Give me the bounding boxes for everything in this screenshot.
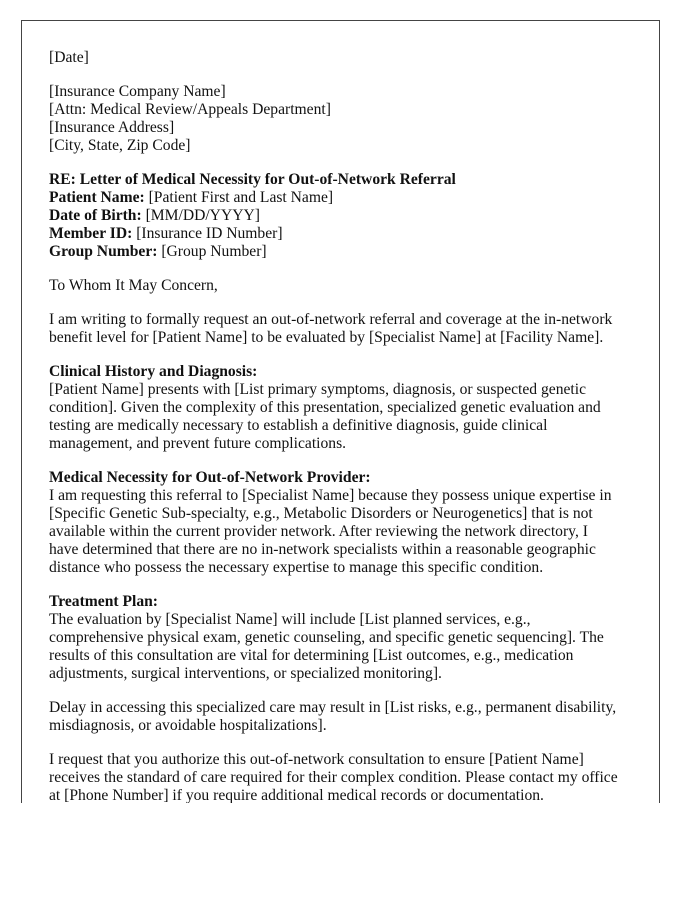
text-line: have determined that there are no in-network specialists within a reasonable geographic [49,541,596,558]
letter-page [21,20,660,803]
dob-row [49,207,649,225]
section-heading: Medical Necessity for Out-of-Network Provider: [49,469,371,486]
value: [MM/DD/YYYY] [141,207,260,224]
label: Patient Name: [49,189,145,206]
text-line: management, and prevent future complications. [49,435,347,452]
label: Group Number: [49,243,158,260]
date-text: [Date] [49,49,89,66]
letter-body [49,49,649,803]
value: [Insurance ID Number] [132,225,283,242]
text-line: The evaluation by [Specialist Name] will include [List planned services, e.g., [49,611,531,628]
request-paragraph [49,751,649,803]
recipient-line: [Insurance Company Name] [49,83,226,100]
text-line: at [Phone Number] if you require additional medical records or documentation. [49,787,544,803]
text-line: adjustments, surgical interventions, or specialized monitoring]. [49,665,442,682]
delay-paragraph [49,699,649,735]
text-line: I am requesting this referral to [Specialist Name] because they possess unique expertise in [49,487,612,504]
text-line: [Patient Name] presents with [List primary symptoms, diagnosis, or suspected genetic [49,381,587,398]
recipient-address [49,83,649,155]
group-number-row [49,243,649,261]
text-line: I request that you authorize this out-of-network consultation to ensure [Patient Name] [49,751,584,768]
salutation [49,277,649,295]
recipient-line: [Attn: Medical Review/Appeals Department] [49,101,331,118]
text-line: available within the current provider network. After reviewing the network directory, I [49,523,588,540]
text-line: condition]. Given the complexity of this presentation, specialized genetic evaluation and [49,399,601,416]
recipient-line: [City, State, Zip Code] [49,137,191,154]
treatment-plan-section [49,593,649,683]
section-heading: Clinical History and Diagnosis: [49,363,258,380]
date [49,49,649,67]
text-line: testing are medically necessary to establish a definitive diagnosis, guide clinical [49,417,548,434]
value: [Patient First and Last Name] [144,189,334,206]
value: [Group Number] [157,243,267,260]
text-line: receives the standard of care required for their complex condition. Please contact my office [49,769,618,786]
text-line: Delay in accessing this specialized care may result in [List risks, e.g., permanent disability, [49,699,617,716]
text-line: [Specific Genetic Sub-specialty, e.g., Metabolic Disorders or Neurogenetics] that is not [49,505,593,522]
recipient-line: [Insurance Address] [49,119,175,136]
text-line: benefit level for [Patient Name] to be evaluated by [Specialist Name] at [Facility Name]. [49,329,604,346]
intro-paragraph [49,311,649,347]
label: Date of Birth: [49,207,142,224]
patient-info-block [49,171,649,261]
medical-necessity-section [49,469,649,577]
member-id-row [49,225,649,243]
salutation-text: To Whom It May Concern, [49,277,218,294]
text-line: I am writing to formally request an out-of-network referral and coverage at the in-network [49,311,613,328]
clinical-history-section [49,363,649,453]
text-line: results of this consultation are vital for determining [List outcomes, e.g., medication [49,647,574,664]
patient-name-row [49,189,649,207]
label: Member ID: [49,225,133,242]
text-line: distance who possess the necessary expertise to manage this specific condition. [49,559,544,576]
text-line: comprehensive physical exam, genetic counseling, and specific genetic sequencing]. The [49,629,604,646]
section-heading: Treatment Plan: [49,593,158,610]
re-line: RE: Letter of Medical Necessity for Out-of-Network Referral [49,171,456,188]
text-line: misdiagnosis, or avoidable hospitalizations]. [49,717,327,734]
